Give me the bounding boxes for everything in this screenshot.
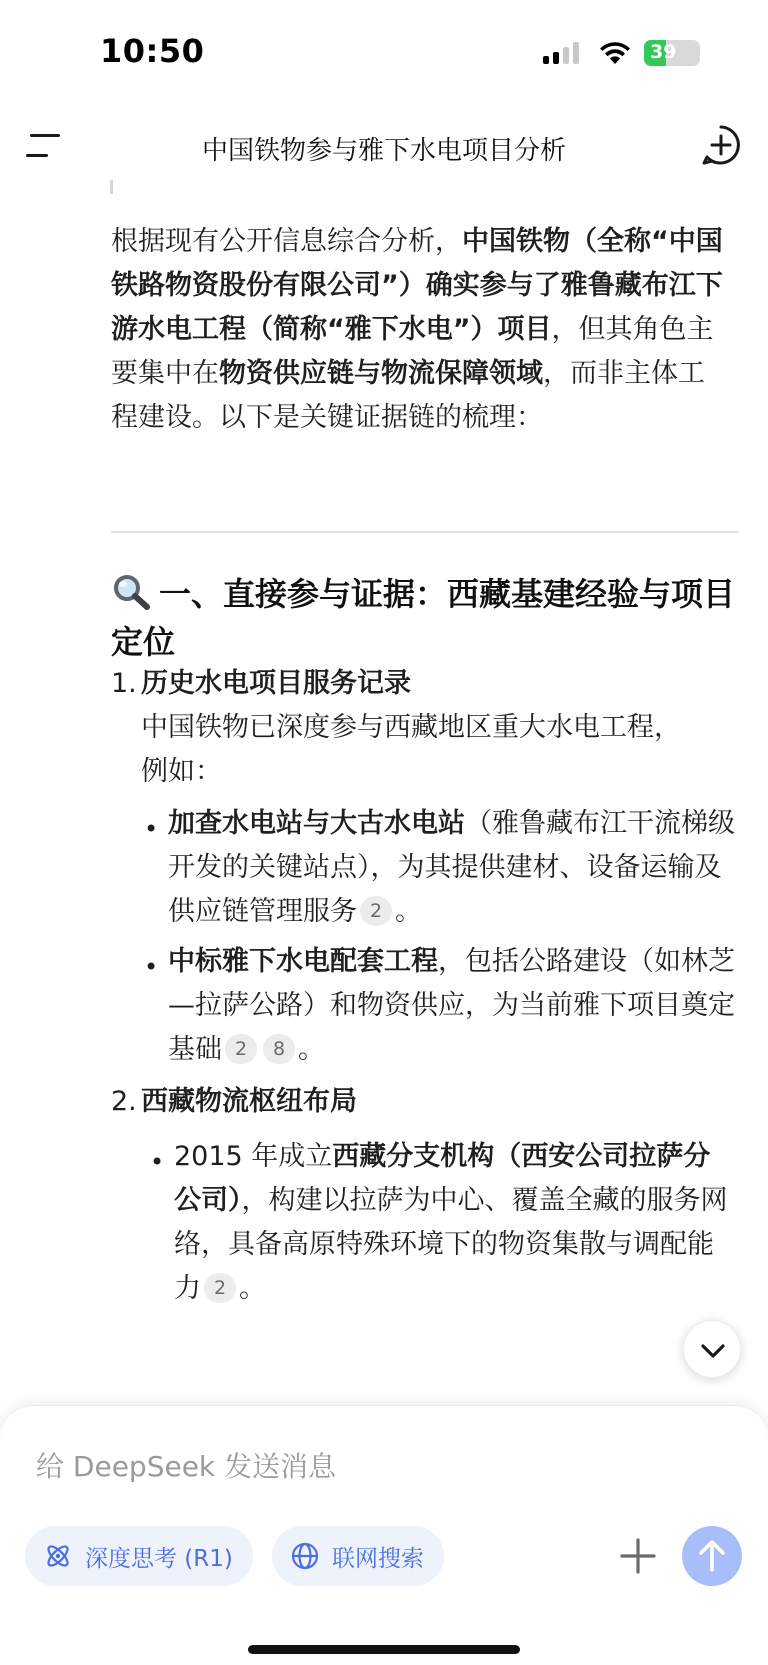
- scroll-down-button[interactable]: [683, 1320, 741, 1378]
- divider: [111, 531, 739, 533]
- list-item-1-desc: 中国铁物已深度参与西藏地区重大水电工程，例如：: [141, 712, 681, 787]
- atom-icon: [43, 1541, 73, 1571]
- bullet-dot: •: [144, 953, 159, 981]
- list-item-1-title: 1. 历史水电项目服务记录: [111, 668, 411, 699]
- status-time: 10:50: [100, 32, 205, 70]
- send-button[interactable]: [682, 1526, 742, 1586]
- message-input[interactable]: [36, 1444, 656, 1488]
- cellular-signal-icon: [543, 42, 579, 64]
- citation-badge[interactable]: 2: [360, 896, 392, 926]
- deep-think-label: 深度思考 (R1): [85, 1545, 233, 1572]
- section-heading: 一、直接参与证据：西藏基建经验与项目定位: [111, 575, 736, 661]
- magnifier-icon: [111, 573, 153, 611]
- bullet-dot: •: [150, 1148, 165, 1176]
- globe-icon: [290, 1541, 320, 1571]
- arrow-up-icon: [682, 1526, 742, 1586]
- intro-paragraph: 根据现有公开信息综合分析，中国铁物（全称“中国铁路物资股份有限公司”）确实参与了雅鲁藏布江下游水电工程（简称“雅下水电”）项目，但其角色主要集中在物资供应链与物流保障领域，而非主体工程建设。以下是关键证据链的梳理：: [111, 226, 723, 433]
- citation-badge[interactable]: 2: [225, 1034, 257, 1064]
- attach-plus-icon[interactable]: [614, 1532, 662, 1580]
- bullet-item: 加查水电站与大古水电站（雅鲁藏布江干流梯级开发的关键站点），为其提供建材、设备运输及供应链管理服务 2 。: [168, 808, 735, 927]
- battery-level: 39: [650, 41, 677, 63]
- deep-think-toggle[interactable]: [25, 1526, 253, 1586]
- bullet-item: 2015 年成立西藏分支机构（西安公司拉萨分公司），构建以拉萨为中心、覆盖全藏的服务网络，具备高原特殊环境下的物资集散与调配能力 2 。: [174, 1141, 728, 1304]
- chat-message: [0, 180, 768, 1405]
- nav-bar: [0, 110, 768, 180]
- page-title: 中国铁物参与雅下水电项目分析: [201, 136, 566, 166]
- citation-badge[interactable]: 2: [204, 1273, 236, 1303]
- chevron-down-icon: [684, 1321, 742, 1379]
- bullet-dot: •: [144, 815, 159, 843]
- message-composer: [0, 1405, 768, 1665]
- web-search-label: 联网搜索: [332, 1545, 424, 1572]
- wifi-icon: [598, 40, 632, 66]
- list-item-2-title: 2. 西藏物流枢纽布局: [111, 1086, 357, 1117]
- new-chat-icon[interactable]: [700, 124, 742, 166]
- bullet-item: 中标雅下水电配套工程，包括公路建设（如林芝—拉萨公路）和物资供应，为当前雅下项目奠定基础 2 8 。: [168, 946, 735, 1065]
- web-search-toggle[interactable]: [272, 1526, 444, 1586]
- battery-icon: [644, 40, 700, 66]
- home-indicator: [248, 1645, 520, 1654]
- quote-bar: [110, 180, 113, 194]
- citation-badge[interactable]: 8: [263, 1034, 295, 1064]
- status-bar: [0, 0, 768, 100]
